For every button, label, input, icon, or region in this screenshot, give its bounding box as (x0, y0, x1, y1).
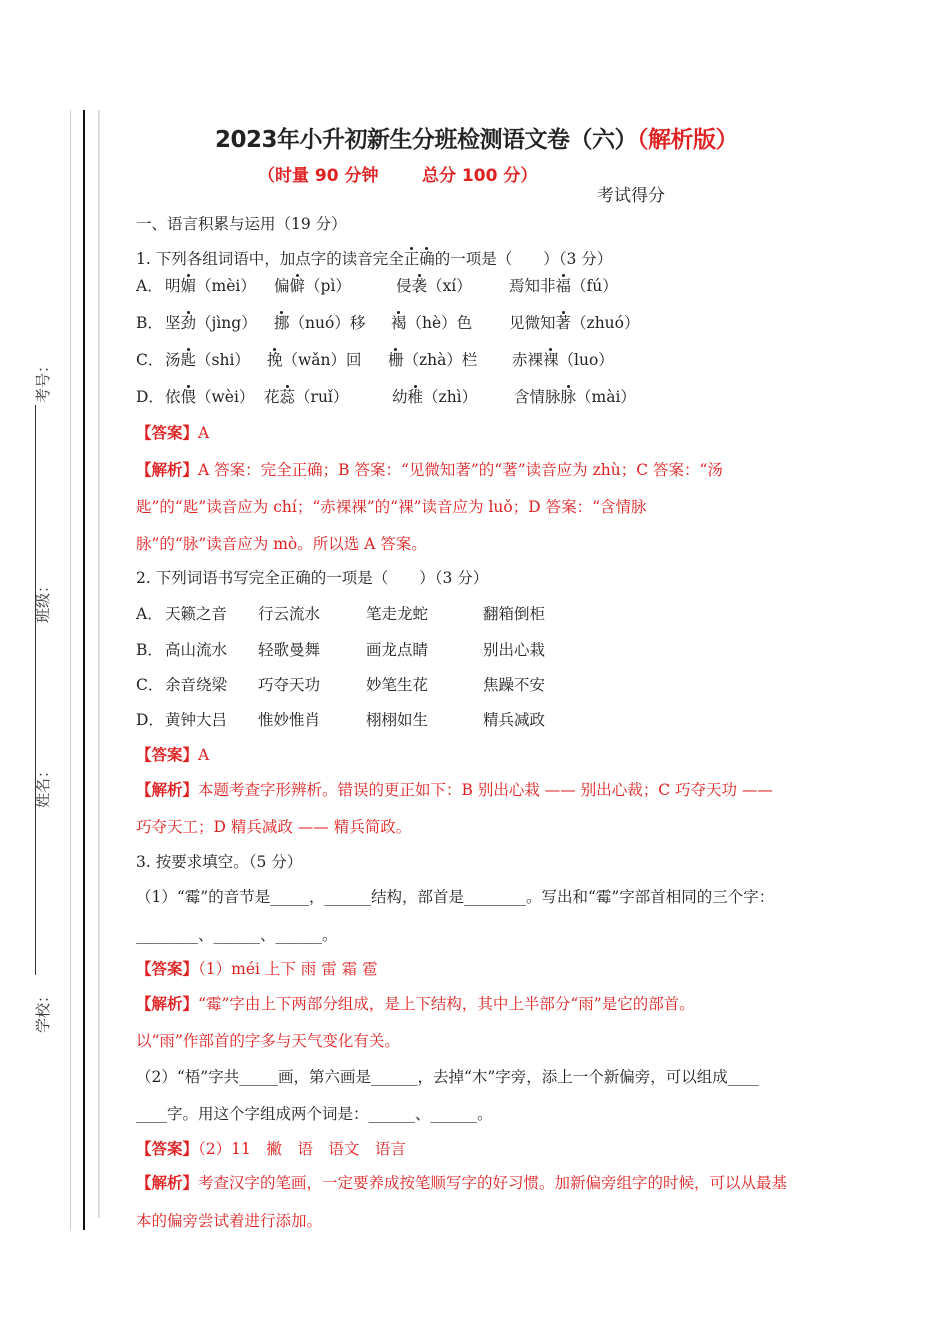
word-text: （fú） (571, 277, 618, 295)
word-text: 花 (264, 388, 280, 406)
option-word (165, 313, 257, 333)
q3-analysis2-line: 本的偏旁尝试着进行添加。 (136, 1212, 323, 1230)
answer-value: （1）méi 上下 雨 雷 霜 雹 (198, 960, 378, 978)
exam-score-label: 考试得分 (597, 186, 665, 206)
option-letter: C． (136, 351, 164, 369)
stem-text: 1. 下列各组词语中，加点字的读音完全 (136, 250, 404, 268)
word-text: 汤 (165, 351, 181, 369)
time-limit: （时量 90 分钟 (258, 166, 379, 186)
dotted-char: 脉 (560, 388, 577, 406)
option-word: 焦躁不安 (483, 676, 546, 694)
q2-answer (136, 745, 209, 765)
word-text: 依 (165, 388, 181, 406)
option-word: 余音绕梁 (165, 676, 228, 694)
dotted-char: 劲 (180, 314, 197, 332)
answer-value: A (198, 424, 210, 442)
option-letter: D． (136, 711, 164, 729)
word-text: （xí） (427, 277, 472, 295)
option-word (391, 313, 472, 333)
option-word: 巧夺天功 (258, 676, 321, 694)
dotted-char: 袭 (411, 277, 428, 295)
option-word: 惟妙惟肖 (258, 711, 321, 729)
word-text: 侵 (396, 277, 412, 295)
word-text: （mài） (576, 388, 636, 406)
option-word (274, 313, 365, 333)
answer-value: （2）11 撇 语 语文 语言 (198, 1140, 406, 1158)
word-text: 含情脉 (514, 388, 561, 406)
option-word: 精兵减政 (483, 711, 546, 729)
option-word (165, 387, 254, 407)
q3-stem: 3. 按要求填空。（5 分） (136, 853, 303, 871)
word-text: 见微知 (509, 314, 556, 332)
analysis-text: 本题考查字形辨析。错误的更正如下：B 别出心栽 —— 别出心裁；C 巧夺天功 —— (198, 781, 773, 799)
option-word (267, 350, 362, 370)
school-label: 学校： (34, 987, 53, 1034)
dotted-char: 福 (555, 277, 572, 295)
dotted-char: 著 (555, 314, 572, 332)
option-word (274, 276, 351, 296)
dotted-char: 僻 (289, 277, 306, 295)
q1-analysis-line: 匙”的“匙”读音应为 chí；“赤裸裸”的“裸”读音应为 luǒ；D 答案：“含情脉 (136, 498, 647, 516)
dotted-char: 蕊 (279, 388, 296, 406)
word-text: 坚 (165, 314, 181, 332)
option-word: 黄钟大吕 (165, 711, 228, 729)
option-letter: D． (136, 388, 164, 406)
option-word (165, 350, 250, 370)
q3-part2-line: （2）“梧”字共_____画，第六画是______，去掉“木”字旁，添上一个新偏旁，可以组成____ (136, 1068, 759, 1086)
q1-analysis-line: 脉”的“脉”读音应为 mò。所以选 A 答案。 (136, 535, 427, 553)
title-main: 2023年小升初新生分班检测语文卷（六） (215, 127, 638, 153)
dotted-char: 匙 (180, 351, 197, 369)
dotted-char: 正 (403, 250, 420, 268)
option-word: 画龙点睛 (366, 641, 429, 659)
option-word (509, 276, 618, 296)
word-text: （hè）色 (406, 314, 473, 332)
name-label: 姓名： (34, 762, 53, 809)
option-letter: C． (136, 676, 164, 694)
option-word: 行云流水 (258, 605, 321, 623)
option-word (264, 387, 348, 407)
option-word (509, 313, 640, 333)
word-text: 赤裸 (512, 351, 544, 369)
binding-line-gray (70, 110, 71, 1230)
q1-stem (136, 249, 612, 269)
option-word: 别出心栽 (483, 641, 546, 659)
answer-label: 【答案】 (136, 423, 199, 442)
dotted-char: 褐 (391, 314, 407, 332)
dotted-char: 偎 (180, 388, 197, 406)
word-text: （zhì） (423, 388, 478, 406)
q3-analysis1-line: 以“雨”作部首的字多与天气变化有关。 (136, 1032, 400, 1050)
analysis-text: A 答案：完全正确；B 答案：“见微知著”的“著”读音应为 zhù；C 答案：“汤 (198, 461, 723, 479)
binding-line-light (98, 110, 100, 1218)
word-text: 焉知非 (509, 277, 556, 295)
word-text: （shi） (196, 351, 250, 369)
q1-analysis-line (136, 460, 723, 480)
answer-label: 【答案】 (136, 1139, 199, 1158)
option-word (165, 276, 256, 296)
word-text: （zhà）栏 (403, 351, 478, 369)
dotted-char: 媚 (180, 277, 197, 295)
answer-label: 【答案】 (136, 745, 199, 764)
q3-answer1 (136, 959, 378, 979)
option-word: 翻箱倒柜 (483, 605, 546, 623)
option-letter: B． (136, 641, 163, 659)
option-letter: A． (136, 277, 163, 295)
option-word: 栩栩如生 (366, 711, 429, 729)
q3-part1-line: （1）“霉”的音节是_____，______结构，部首是________。写出和“霉”字部首相同的三个字： (136, 888, 775, 906)
q2-stem: 2. 下列词语书写完全正确的一项是（ ）（3 分） (136, 569, 489, 587)
word-text: 明 (165, 277, 181, 295)
dotted-char: 挽 (267, 351, 283, 369)
word-text: （nuó）移 (289, 314, 366, 332)
stem-text: 的一项是（ ）（3 分） (434, 250, 613, 268)
q3-part1-line: ________、______、______。 (136, 926, 338, 944)
option-word: 高山流水 (165, 641, 228, 659)
option-letter: B． (136, 314, 163, 332)
answer-value: A (198, 746, 210, 764)
answer-label: 【答案】 (136, 959, 199, 978)
word-text: （jìng） (196, 314, 257, 332)
q3-answer2 (136, 1139, 406, 1159)
word-text: （pì） (305, 277, 351, 295)
title-tag: （解析版） (637, 127, 739, 153)
fill-line (35, 405, 36, 975)
option-word (512, 350, 614, 370)
analysis-label: 【解析】 (136, 994, 199, 1013)
word-text: （zhuó） (571, 314, 640, 332)
q3-part2-line: ____字。用这个字组成两个词是：______、______。 (136, 1105, 493, 1123)
word-text: 偏 (274, 277, 290, 295)
class-label: 班级： (34, 577, 53, 624)
option-word (514, 387, 636, 407)
dotted-char: 确 (419, 250, 435, 268)
q2-analysis-line (136, 780, 773, 800)
total-score: 总分 100 分） (422, 166, 538, 186)
option-word: 天籁之音 (165, 605, 228, 623)
analysis-label: 【解析】 (136, 780, 199, 799)
word-text: （wǎn）回 (282, 351, 362, 369)
word-text: 幼 (392, 388, 408, 406)
analysis-text: 考查汉字的笔画，一定要养成按笔顺写字的好习惯。加新偏旁组字的时候，可以从最基 (198, 1174, 788, 1192)
word-text: （luo） (558, 351, 614, 369)
option-word: 轻歌曼舞 (258, 641, 321, 659)
option-word (388, 350, 477, 370)
option-letter: A． (136, 605, 163, 623)
q2-analysis-line: 巧夺天工；D 精兵减政 —— 精兵简政。 (136, 818, 412, 836)
analysis-label: 【解析】 (136, 460, 199, 479)
q3-analysis1 (136, 994, 695, 1014)
option-word: 妙笔生花 (366, 676, 429, 694)
section-heading: 一、语言积累与运用（19 分） (136, 215, 347, 233)
word-text: （wèi） (196, 388, 255, 406)
option-word (396, 276, 472, 296)
page-title (215, 121, 738, 154)
word-text: （mèi） (196, 277, 256, 295)
q1-answer (136, 423, 209, 443)
q3-analysis2 (136, 1173, 787, 1193)
dotted-char: 稚 (407, 388, 424, 406)
word-text: （ruǐ） (295, 388, 349, 406)
analysis-label: 【解析】 (136, 1173, 199, 1192)
dotted-char: 栅 (388, 351, 404, 369)
option-word: 笔走龙蛇 (366, 605, 429, 623)
dotted-char: 挪 (274, 314, 290, 332)
exam-number-label: 考号： (34, 357, 53, 404)
option-word (392, 387, 477, 407)
analysis-text: “霉”字由上下两部分组成，是上下结构，其中上半部分“雨”是它的部首。 (198, 995, 695, 1013)
binding-line-black (83, 110, 85, 1230)
dotted-char: 裸 (543, 351, 559, 369)
